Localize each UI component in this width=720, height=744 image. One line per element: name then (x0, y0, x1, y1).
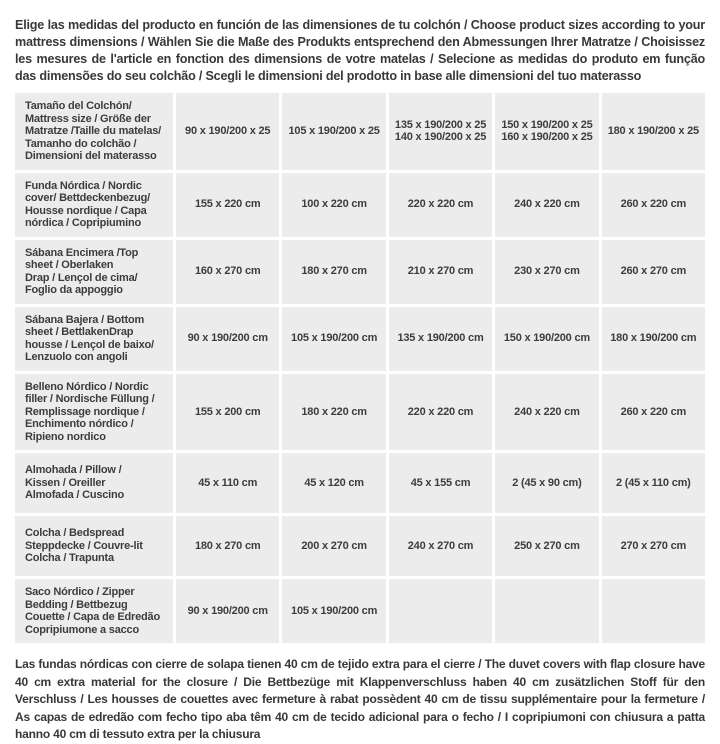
size-cell: 220 x 220 cm (389, 173, 492, 237)
table-row (15, 240, 705, 304)
size-cell: 180 x 270 cm (282, 240, 385, 304)
table-row (15, 93, 705, 170)
size-cell (495, 579, 598, 643)
intro-text: Elige las medidas del producto en función de las dimensiones de tu colchón / Choose product sizes according to your mattress dimensions / Wählen Sie die Maße des Produkts entsprechend den Abmessungen Ihrer Matratze / Choisissez les mesures de l'article en fonction des dimensions de votre matelas / Selecione as medidas do produto em função das dimensões do seu colchão / Scegli le dimensioni del prodotto in base alle dimensioni del tuo materasso (15, 18, 705, 83)
size-cell: 90 x 190/200 cm (176, 579, 279, 643)
size-cell: 160 x 270 cm (176, 240, 279, 304)
size-cell: 210 x 270 cm (389, 240, 492, 304)
size-cell: 45 x 155 cm (389, 453, 492, 513)
size-cell: 45 x 120 cm (282, 453, 385, 513)
size-cell: 180 x 190/200 cm (602, 307, 705, 371)
row-label: Almohada / Pillow / Kissen / Oreiller Almofada / Cuscino (15, 453, 173, 513)
size-cell (389, 579, 492, 643)
size-cell: 155 x 200 cm (176, 374, 279, 451)
size-cell: 150 x 190/200 cm (495, 307, 598, 371)
size-cell: 135 x 190/200 x 25 140 x 190/200 x 25 (389, 93, 492, 170)
size-cell: 260 x 220 cm (602, 374, 705, 451)
size-cell: 45 x 110 cm (176, 453, 279, 513)
size-cell: 135 x 190/200 cm (389, 307, 492, 371)
size-cell: 240 x 220 cm (495, 173, 598, 237)
size-cell: 180 x 220 cm (282, 374, 385, 451)
size-cell: 155 x 220 cm (176, 173, 279, 237)
row-label: Tamaño del Colchón/ Mattress size / Größe der Matratze /Taille du matelas/ Tamanho do colchão / Dimensioni del materasso (15, 93, 173, 170)
size-cell: 180 x 270 cm (176, 516, 279, 576)
table-row (15, 516, 705, 576)
size-cell: 240 x 270 cm (389, 516, 492, 576)
size-cell: 2 (45 x 90 cm) (495, 453, 598, 513)
size-table (15, 93, 705, 643)
size-cell (602, 579, 705, 643)
table-row (15, 307, 705, 371)
row-label: Funda Nórdica / Nordic cover/ Bettdeckenbezug/ Housse nordique / Capa nórdica / Copripiumino (15, 173, 173, 237)
size-cell: 220 x 220 cm (389, 374, 492, 451)
size-cell: 90 x 190/200 x 25 (176, 93, 279, 170)
row-label: Sábana Bajera / Bottom sheet / BettlakenDrap housse / Lençol de baixo/ Lenzuolo con angoli (15, 307, 173, 371)
size-cell: 90 x 190/200 cm (176, 307, 279, 371)
size-cell: 250 x 270 cm (495, 516, 598, 576)
size-cell: 105 x 190/200 cm (282, 579, 385, 643)
size-cell: 270 x 270 cm (602, 516, 705, 576)
row-label: Belleno Nórdico / Nordic filler / Nordische Füllung / Remplissage nordique / Enchimento nórdico / Ripieno nordico (15, 374, 173, 451)
size-cell: 230 x 270 cm (495, 240, 598, 304)
table-row (15, 173, 705, 237)
size-cell: 260 x 270 cm (602, 240, 705, 304)
row-label: Saco Nórdico / Zipper Bedding / Bettbezug Couette / Capa de Edredão Copripiumone a sacco (15, 579, 173, 643)
table-row (15, 374, 705, 451)
footnote-text: Las fundas nórdicas con cierre de solapa tienen 40 cm de tejido extra para el cierre / The duvet covers with flap closure have 40 cm extra material for the closure / Die Bettbezüge mit Klappenverschluss haben 40 cm zusätzlichen Stoff für den Verschluss / Les housses de couettes avec fermeture à rabat possèdent 40 cm de tissu supplémentaire pour la fermeture / As capas de edredão com fecho tipo aba têm 40 cm de tecido adicional para o fecho / I copripiumoni con chiusura a patta hanno 40 cm di tessuto extra per la chiusura (15, 657, 705, 741)
row-label: Sábana Encimera /Top sheet / Oberlaken Drap / Lençol de cima/ Foglio da appoggio (15, 240, 173, 304)
size-cell: 2 (45 x 110 cm) (602, 453, 705, 513)
size-cell: 260 x 220 cm (602, 173, 705, 237)
row-label: Colcha / Bedspread Steppdecke / Couvre-lit Colcha / Trapunta (15, 516, 173, 576)
table-row (15, 453, 705, 513)
size-cell: 180 x 190/200 x 25 (602, 93, 705, 170)
size-cell: 240 x 220 cm (495, 374, 598, 451)
size-cell: 105 x 190/200 x 25 (282, 93, 385, 170)
size-cell: 150 x 190/200 x 25 160 x 190/200 x 25 (495, 93, 598, 170)
table-row (15, 579, 705, 643)
size-cell: 200 x 270 cm (282, 516, 385, 576)
size-cell: 105 x 190/200 cm (282, 307, 385, 371)
size-cell: 100 x 220 cm (282, 173, 385, 237)
